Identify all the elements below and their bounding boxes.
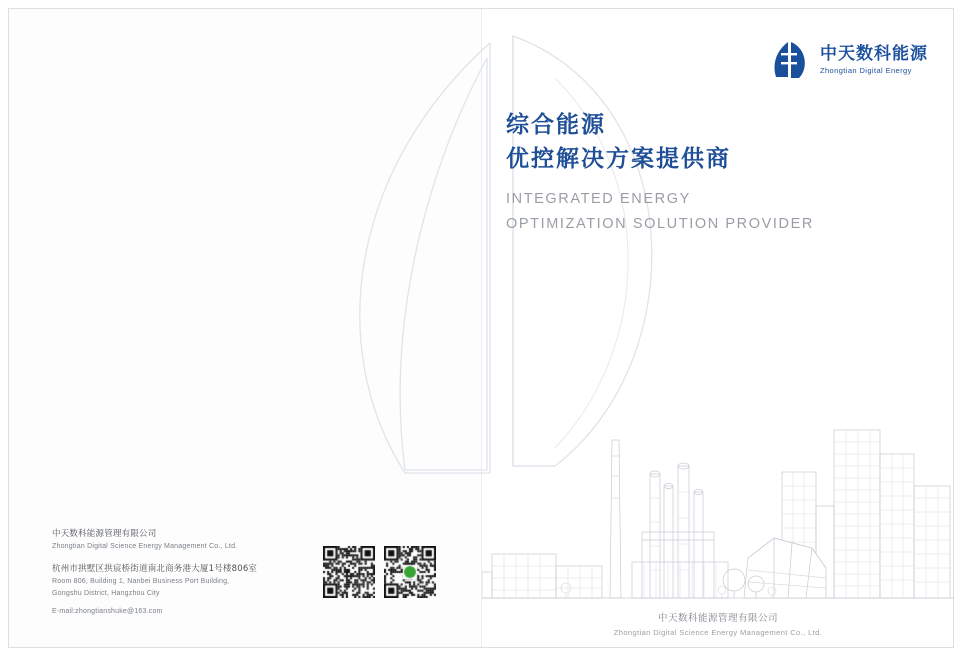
footer-company-en: Zhongtian Digital Science Energy Management Co., Ltd. <box>613 628 823 637</box>
logo-name-en: Zhongtian Digital Energy <box>820 66 912 75</box>
contact-email: E-mail:zhongtianshuke@163.com <box>52 608 163 615</box>
qr-code-group <box>323 546 436 598</box>
headline-cn-line-1: 综合能源 <box>506 112 606 138</box>
logo-name-cn: 中天数科能源 <box>820 44 928 64</box>
headline-en-line-1: INTEGRATED ENERGY <box>506 191 691 207</box>
company-logo <box>773 40 928 80</box>
contact-block <box>52 528 302 618</box>
contact-address-cn: 杭州市拱墅区拱宸桥街道南北商务港大厦1号楼806室 <box>52 564 258 574</box>
center-fold-line <box>481 9 482 647</box>
qr-code-website <box>323 546 375 598</box>
contact-address-en-2: Gongshu District, Hangzhou City <box>52 590 160 597</box>
headline-cn-line-2: 优控解决方案提供商 <box>506 146 731 172</box>
qr-code-wechat <box>384 546 436 598</box>
footer-company-cn: 中天数科能源管理有限公司 <box>657 613 778 624</box>
contact-address-en-1: Room 806, Building 1, Nanbei Business Port Building, <box>52 578 230 585</box>
zhongtian-emblem-icon <box>773 40 811 80</box>
contact-company-cn: 中天数科能源管理有限公司 <box>52 529 157 539</box>
contact-company-en: Zhongtian Digital Science Energy Management Co., Ltd. <box>52 543 238 550</box>
cover-footer <box>482 611 954 640</box>
headline-en-line-2: OPTIMIZATION SOLUTION PROVIDER <box>506 216 814 232</box>
cover-headline <box>506 108 926 237</box>
